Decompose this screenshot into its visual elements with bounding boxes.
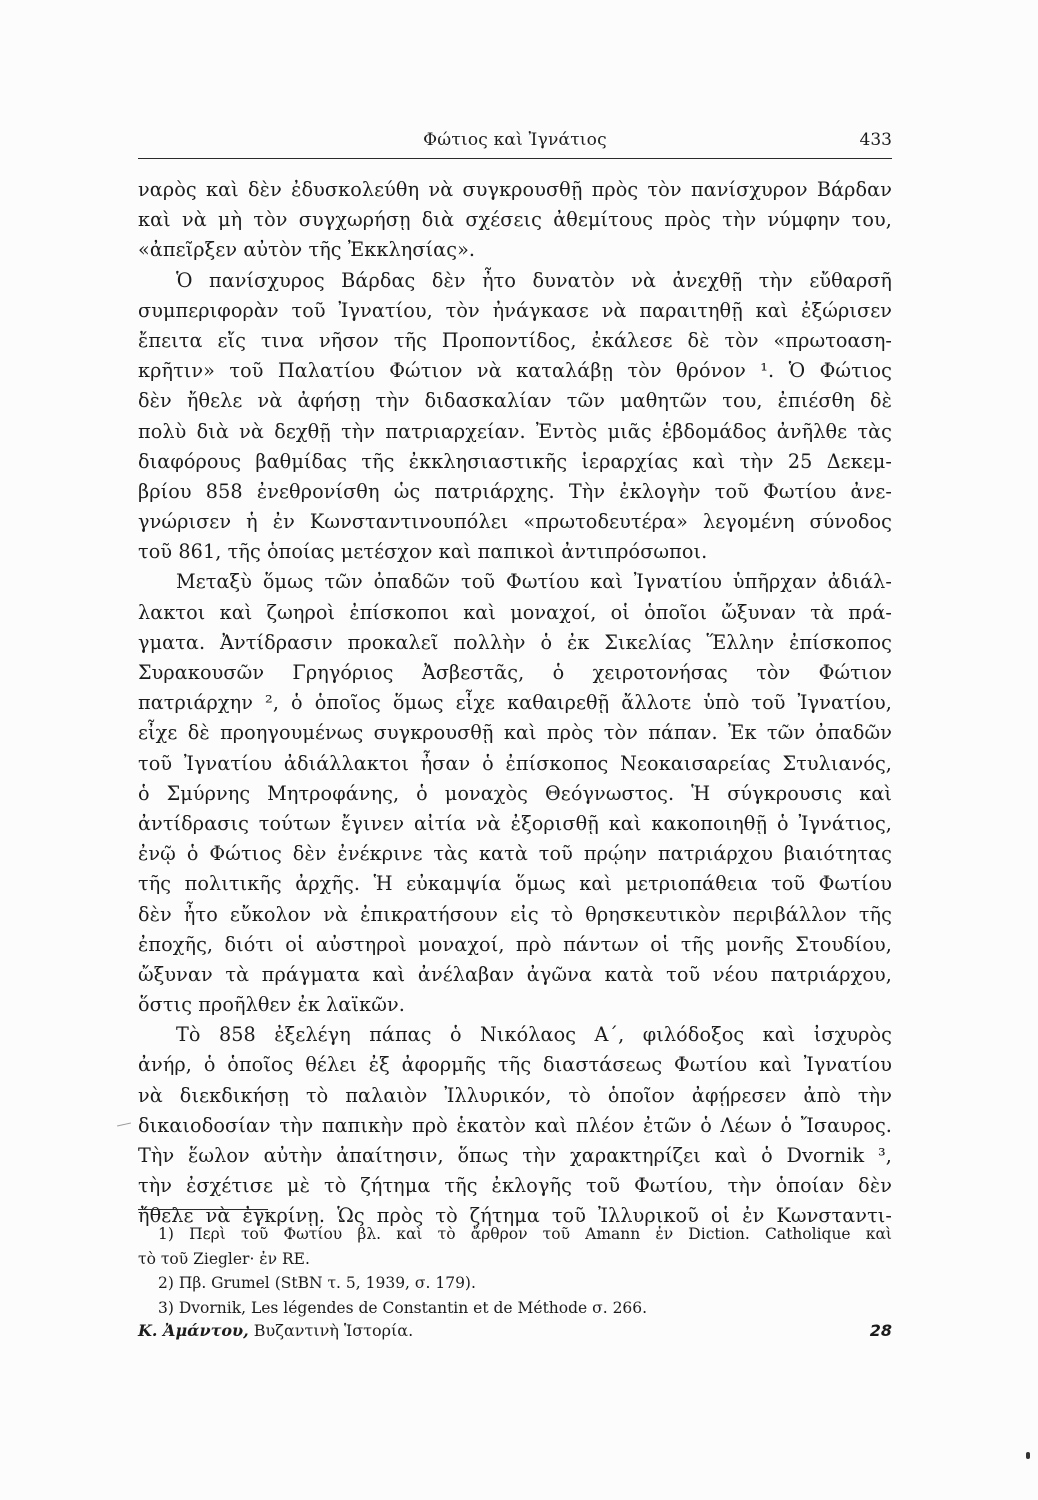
text-line: Τὴν ἕωλον αὐτὴν ἀπαίτησιν, ὅπως τὴν χαρακτηρίζει καὶ ὁ Dvornik ³, (138, 1144, 892, 1167)
text-line: δικαιοδοσίαν τὴν παπικὴν πρὸ ἑκατὸν καὶ πλέον ἐτῶν ὁ Λέων ὁ Ἴσαυρος. (138, 1113, 892, 1137)
sheet-number: 28 (869, 1321, 892, 1340)
text-line: δὲν ἤθελε νὰ ἀφήσῃ τὴν διδασκαλίαν τῶν μαθητῶν του, ἐπιέσθη δὲ (138, 389, 892, 413)
text-line: γνώρισεν ἡ ἐν Κωνσταντινουπόλει «πρωτοδευτέρα» λεγομένη σύνοδος (138, 510, 892, 534)
text-line: Συρακουσῶν Γρηγόριος Ἀσβεστᾶς, ὁ χειροτονήσας τὸν Φώτιον (138, 661, 892, 684)
text-line: ἤθελε νὰ ἐγκρίνῃ. Ὡς πρὸς τὸ ζήτημα τοῦ Ἰλλυρικοῦ οἱ ἐν Κωνσταντι- (138, 1204, 892, 1228)
footnotes (138, 1222, 892, 1320)
text-line: καὶ νὰ μὴ τὸν συγχωρήσῃ διὰ σχέσεις ἀθεμίτους πρὸς τὴν νύμφην του, (138, 208, 892, 232)
text-line: γματα. Ἀντίδρασιν προκαλεῖ πολλὴν ὁ ἐκ Σικελίας Ἕλλην ἐπίσκοπος (138, 630, 892, 654)
text-line: νὰ διεκδικήσῃ τὸ παλαιὸν Ἰλλυρικόν, τὸ ὁποῖον ἀφῄρεσεν ἀπὸ τὴν (138, 1083, 892, 1107)
text-line: διαφόρους βαθμίδας τῆς ἐκκλησιαστικῆς ἱεραρχίας καὶ τὴν 25 Δεκεμ- (138, 449, 892, 473)
signature-author: Κ. Ἀμάντου, (138, 1321, 249, 1340)
text-line: ἐποχῆς, διότι οἱ αὐστηροὶ μοναχοί, πρὸ πάντων οἱ τῆς μονῆς Στουδίου, (138, 932, 892, 956)
footnote-rule (138, 1209, 268, 1210)
paragraph-start-line: Ὁ πανίσχυρος Βάρδας δὲν ἦτο δυνατὸν νὰ ἀνεχθῇ τὴν εὔθαρσῆ (176, 268, 892, 292)
text-line: ὤξυναν τὰ πράγματα καὶ ἀνέλαβαν ἀγῶνα κατὰ τοῦ νέου πατριάρχου, (138, 962, 892, 986)
footnote-2: 2) Πβ. Grumel (StBN τ. 5, 1939, σ. 179). (158, 1274, 476, 1292)
text-line: κρῆτιν» τοῦ Παλατίου Φώτιον νὰ καταλάβῃ τὸν θρόνον ¹. Ὁ Φώτιος (138, 359, 892, 383)
text-line: ἀντίδρασις τούτων ἔγινεν αἰτία νὰ ἐξορισθῇ καὶ κακοποιηθῇ ὁ Ἰγνάτιος, (138, 811, 892, 835)
text-line: τοῦ Ἰγνατίου ἀδιάλλακτοι ἦσαν ὁ ἐπίσκοπος Νεοκαισαρείας Στυλιανός, (138, 751, 892, 775)
text-line: πολὺ διὰ νὰ δεχθῇ τὴν πατριαρχείαν. Ἐντὸς μιᾶς ἑβδομάδος ἀνῆλθε τὰς (138, 419, 892, 443)
footnote-1-continued: τὸ τοῦ Ziegler· ἐν RE. (138, 1249, 310, 1268)
text-line: ὅστις προῆλθεν ἐκ λαϊκῶν. (138, 993, 405, 1017)
body-text (138, 175, 892, 1232)
running-title: Φώτιος καὶ Ἰγνάτιος (423, 130, 607, 150)
text-line: «ἀπεῖρξεν αὐτὸν τῆς Ἐκκλησίας». (138, 238, 476, 262)
running-head (138, 128, 892, 158)
text-line: ὁ Σμύρνης Μητροφάνης, ὁ μοναχὸς Θεόγνωστος. Ἡ σύγκρουσις καὶ (138, 781, 892, 805)
footnote-3: 3) Dvornik, Les légendes de Constantin et de Méthode σ. 266. (158, 1298, 648, 1317)
paragraph-start-line: Μεταξὺ ὅμως τῶν ὀπαδῶν τοῦ Φωτίου καὶ Ἰγνατίου ὑπῆρχαν ἀδιάλ- (176, 570, 892, 594)
text-line: ναρὸς καὶ δὲν ἐδυσκολεύθη νὰ συγκρουσθῇ πρὸς τὸν πανίσχυρον Βάρδαν (138, 178, 892, 201)
text-line: τοῦ 861, τῆς ὁποίας μετέσχον καὶ παπικοὶ ἀντιπρόσωποι. (138, 540, 708, 564)
footnote-1: 1) Περὶ τοῦ Φωτίου βλ. καὶ τὸ ἄρθρον τοῦ Amann ἐν Diction. Catholique καὶ (158, 1225, 892, 1243)
text-line: βρίου 858 ἐνεθρονίσθη ὡς πατριάρχης. Τὴν ἐκλογὴν τοῦ Φωτίου ἀνε- (138, 479, 892, 503)
text-line: πατριάρχην ², ὁ ὁποῖος ὅμως εἶχε καθαιρεθῇ ἄλλοτε ὑπὸ τοῦ Ἰγνατίου, (138, 691, 892, 715)
text-line: τὴν ἐσχέτισε μὲ τὸ ζήτημα τῆς ἐκλογῆς τοῦ Φωτίου, τὴν ὁποίαν δὲν (138, 1174, 892, 1198)
header-rule (138, 158, 892, 159)
text-line: ἔπειτα εἴς τινα νῆσον τῆς Προποντίδος, ἐκάλεσε δὲ τὸν «πρωτοαση- (138, 328, 892, 352)
signature-line (138, 1318, 892, 1344)
text-line: λακτοι καὶ ζωηροὶ ἐπίσκοποι καὶ μοναχοί, οἱ ὁποῖοι ὤξυναν τὰ πρά- (138, 600, 892, 624)
text-line: ἐνῷ ὁ Φώτιος δὲν ἐνέκρινε τὰς κατὰ τοῦ πρῴην πατριάρχου βιαιότητας (138, 842, 892, 866)
text-line: εἶχε δὲ προηγουμένως συγκρουσθῇ καὶ πρὸς τὸν πάπαν. Ἐκ τῶν ὀπαδῶν (138, 721, 892, 745)
scan-speck (1026, 1452, 1030, 1459)
paragraph-start-line: Τὸ 858 ἐξελέγη πάπας ὁ Νικόλαος Α΄, φιλόδοξος καὶ ἰσχυρὸς (176, 1023, 892, 1047)
signature-title: Βυζαντινὴ Ἱστορία. (253, 1321, 414, 1340)
margin-pencil-mark (117, 1123, 131, 1127)
text-line: συμπεριφορὰν τοῦ Ἰγνατίου, τὸν ἠνάγκασε νὰ παραιτηθῇ καὶ ἐξώρισεν (138, 298, 892, 322)
page-number: 433 (859, 130, 892, 150)
text-line: δὲν ἦτο εὔκολον νὰ ἐπικρατήσουν εἰς τὸ θρησκευτικὸν περιβάλλον τῆς (138, 902, 892, 926)
text-line: τῆς πολιτικῆς ἀρχῆς. Ἡ εὐκαμψία ὅμως καὶ μετριοπάθεια τοῦ Φωτίου (138, 872, 892, 896)
text-line: ἀνήρ, ὁ ὁποῖος θέλει ἐξ ἀφορμῆς τῆς διαστάσεως Φωτίου καὶ Ἰγνατίου (138, 1053, 892, 1077)
